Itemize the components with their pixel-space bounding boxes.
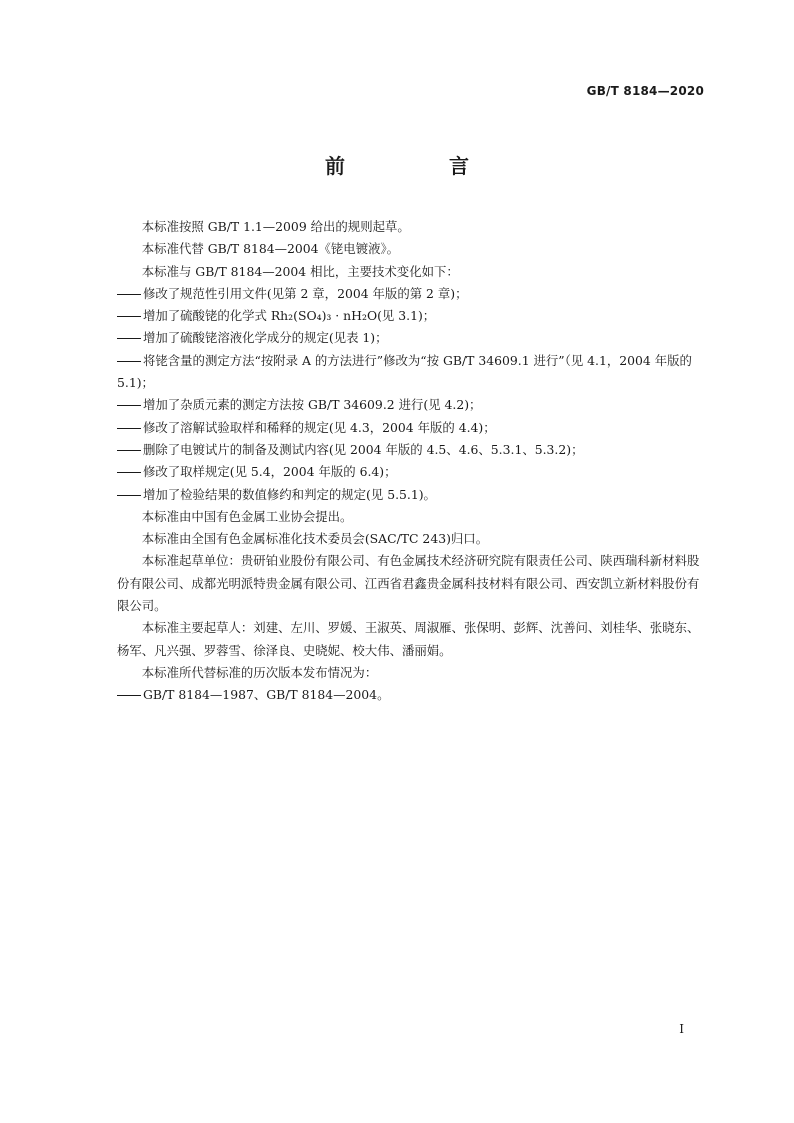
paragraph-proposer: 本标准由中国有色金属工业协会提出。 [141, 508, 353, 524]
paragraph-changes-intro: 本标准与 GB/T 8184—2004 相比，主要技术变化如下： [141, 263, 459, 279]
list-item-text: 删除了电镀试片的制备及测试内容(见 2004 年版的 4.5、4.6、5.3.1、5.3.2)； [143, 441, 584, 457]
list-item-text: 增加了杂质元素的测定方法按 GB/T 34609.2 进行(见 4.2)； [143, 397, 482, 413]
dash-mark [117, 495, 141, 496]
list-item [117, 327, 707, 349]
paragraph-drafting-rules: 本标准按照 GB/T 1.1—2009 给出的规则起草。 [141, 219, 410, 234]
page-number: I [679, 1022, 684, 1036]
paragraph-committee: 本标准由全国有色金属标准化技术委员会(SAC/TC 243)归口。 [141, 531, 489, 547]
paragraph-drafters: 本标准主要起草人：刘建、左川、罗媛、王淑英、周淑雁、张保明、彭辉、沈善问、刘桂华、张晓东、杨军、凡兴强、罗蓉雪、徐泽良、史晓妮、校大伟、潘丽娟。 [117, 620, 700, 658]
paragraph-replaces: 本标准代替 GB/T 8184—2004《铑电镀液》。 [141, 241, 400, 257]
document-body [117, 216, 707, 707]
list-item-text: 增加了硫酸铑的化学式 Rh₂(SO₄)₃ · nH₂O(见 3.1)； [143, 308, 436, 324]
list-item [117, 350, 707, 395]
dash-mark [117, 695, 141, 696]
dash-mark [117, 450, 141, 451]
list-item [117, 461, 707, 483]
list-item-text: 将铑含量的测定方法“按附录 A 的方法进行”修改为“按 GB/T 34609.1 进行”（见 4.1，2004 年版的 5.1)； [117, 352, 692, 391]
dash-mark [117, 294, 141, 295]
list-item [117, 394, 707, 416]
history-item [117, 684, 707, 706]
standard-code: GB/T 8184—2020 [586, 84, 704, 98]
paragraph-drafting-units: 本标准起草单位：贵研铂业股份有限公司、有色金属技术经济研究院有限责任公司、陕西瑞科新材料股份有限公司、成都光明派特贵金属有限公司、江西省君鑫贵金属科技材料有限公司、西安凯立新材料股份有限公司。 [117, 553, 700, 614]
page-title: 前 言 [325, 154, 511, 178]
list-item [117, 283, 707, 305]
history-text: GB/T 8184—1987、GB/T 8184—2004。 [143, 687, 390, 703]
list-item [117, 305, 707, 327]
dash-mark [117, 338, 141, 339]
list-item-text: 修改了溶解试验取样和稀释的规定(见 4.3，2004 年版的 4.4)； [143, 419, 496, 435]
list-item [117, 439, 707, 461]
dash-mark [117, 428, 141, 429]
list-item-text: 修改了规范性引用文件(见第 2 章，2004 年版的第 2 章)； [143, 285, 468, 301]
dash-mark [117, 472, 141, 473]
dash-mark [117, 316, 141, 317]
list-item-text: 增加了硫酸铑溶液化学成分的规定(见表 1)； [143, 330, 388, 346]
changes-list [117, 283, 707, 506]
dash-mark [117, 361, 141, 362]
list-item [117, 484, 707, 506]
list-item-text: 修改了取样规定(见 5.4，2004 年版的 6.4)； [143, 464, 397, 480]
paragraph-history-intro: 本标准所代替标准的历次版本发布情况为： [141, 664, 378, 680]
dash-mark [117, 405, 141, 406]
list-item [117, 417, 707, 439]
list-item-text: 增加了检验结果的数值修约和判定的规定(见 5.5.1)。 [143, 486, 436, 502]
